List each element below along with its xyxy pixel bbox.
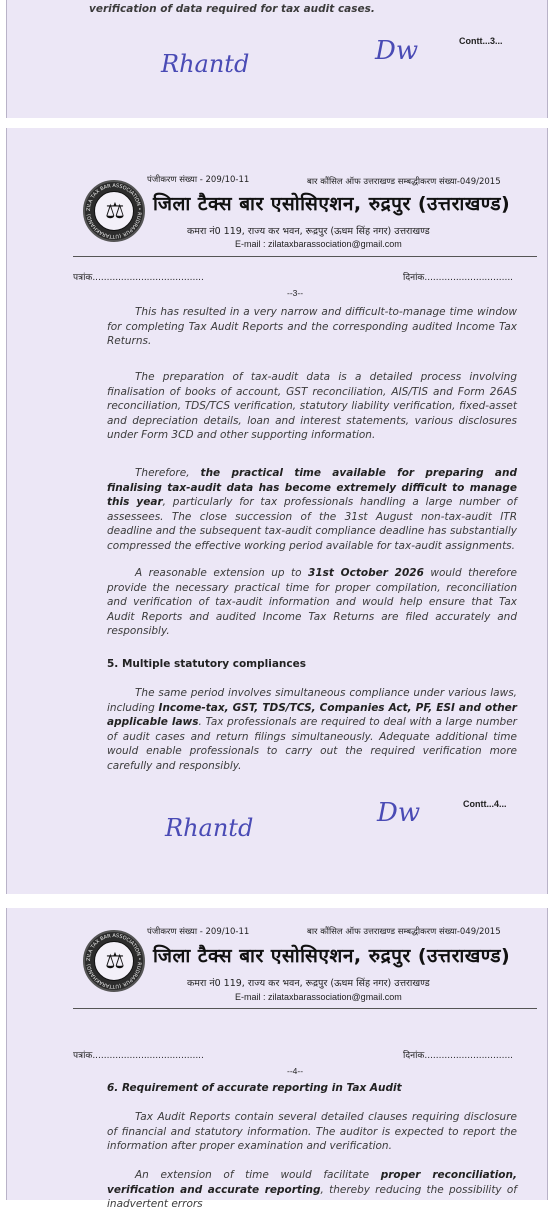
organization-name: जिला टैक्स बार एसोसिएशन, रुद्रपुर (उत्तराखण्ड): [153, 193, 511, 215]
page-number: --4--: [287, 1066, 304, 1076]
scales-of-justice-icon: ⚖: [105, 949, 125, 974]
continuation-note: Contt...4...: [463, 799, 507, 809]
logo-ring-text: ZILA TAX BAR ASSOCIATION • RUDRAPUR (UTTARAKHAND): [85, 182, 143, 240]
paragraph-accurate-reporting: An extension of time would facilitate proper reconciliation, verification and accurate reporting, thereby reducing the possibility of inadvertent errors: [107, 1169, 517, 1210]
letterhead-divider: [73, 256, 537, 257]
organization-email: E-mail : zilataxbarassociation@gmail.com: [235, 239, 402, 249]
document-page-3: [6, 128, 548, 894]
signature-left: Rhantd: [161, 50, 250, 78]
date-field: दिनांक...............................: [403, 1051, 514, 1061]
scales-of-justice-icon: ⚖: [105, 199, 125, 224]
organization-address: कमरा नं0 119, राज्य कर भवन, रूद्रपुर (ऊधम सिंह नगर) उत्तराखण्ड: [187, 978, 430, 989]
paragraph-time-window: This has resulted in a very narrow and difficult-to-manage time window for completing Tax Audit Reports and the corresponding audited Income Tax Returns.: [107, 306, 517, 347]
registration-number: पंजीकरण संख्या - 209/10-11: [147, 927, 250, 937]
section-heading-6: 6. Requirement of accurate reporting in Tax Audit: [107, 1082, 402, 1094]
organization-email: E-mail : zilataxbarassociation@gmail.com: [235, 992, 402, 1002]
document-page-4: [6, 908, 548, 1210]
letterhead-divider: [73, 1008, 537, 1009]
page1-top-text: verification of data required for tax audit cases.: [89, 3, 375, 15]
date-field: दिनांक...............................: [403, 273, 514, 283]
signature-left: Rhantd: [165, 814, 254, 842]
bar-council-affiliation: बार कौंसिल ऑफ उत्तराखण्ड सम्बद्धीकरण संख्या-049/2015: [307, 927, 501, 937]
section-heading-5: 5. Multiple statutory compliances: [107, 658, 306, 670]
association-logo: [83, 180, 145, 242]
signature-right: Dw: [375, 36, 419, 66]
document-page-2: [6, 0, 548, 118]
association-logo: [83, 930, 145, 992]
reference-number-field: पत्रांक.......................................: [73, 1051, 204, 1061]
signature-right: Dw: [377, 798, 421, 828]
reference-number-field: पत्रांक.......................................: [73, 273, 204, 283]
continuation-note: Contt...3...: [459, 36, 503, 46]
registration-number: पंजीकरण संख्या - 209/10-11: [147, 175, 250, 185]
paragraph-preparation: The preparation of tax-audit data is a detailed process involving finalisation of books of account, GST reconciliation, AIS/TIS and Form 26AS reconciliation, TDS/TCS verification, statutory liability verification, fixed-asset and depreciation details, loan and interest statements, various disclosures under Form 3CD and other supporting information.: [107, 371, 517, 441]
paragraph-extension: A reasonable extension up to 31st October 2026 would therefore provide the necessary practical time for proper compilation, reconciliation and verification of tax-audit information and would help ensure that Tax Audit Reports and audited Income Tax Returns are filed accurately and responsibly.: [107, 567, 518, 637]
bar-council-affiliation: बार कौंसिल ऑफ उत्तराखण्ड सम्बद्धीकरण संख्या-049/2015: [307, 177, 501, 187]
paragraph-practical-time: Therefore, the practical time available for preparing and finalising tax-audit data has become extremely difficult to manage this year, particularly for tax professionals handling a large number of assessees. The close succession of the 31st August non-tax-audit ITR deadline and the subsequent tax-audit compliance deadline has substantially compressed the effective working period available for tax-audit assignments.: [107, 467, 517, 552]
page-number: --3--: [287, 288, 304, 298]
paragraph-tax-audit-reports: Tax Audit Reports contain several detailed clauses requiring disclosure of financial and statutory information. The auditor is expected to report the information after proper examination and verification.: [107, 1111, 517, 1152]
logo-ring-text: ZILA TAX BAR ASSOCIATION • RUDRAPUR (UTTARAKHAND): [85, 932, 143, 990]
organization-address: कमरा नं0 119, राज्य कर भवन, रूद्रपुर (ऊधम सिंह नगर) उत्तराखण्ड: [187, 226, 430, 237]
organization-name: जिला टैक्स बार एसोसिएशन, रुद्रपुर (उत्तराखण्ड): [153, 945, 511, 967]
paragraph-statutory-compliances: The same period involves simultaneous compliance under various laws, including Income-tax, GST, TDS/TCS, Companies Act, PF, ESI and other applicable laws. Tax professionals are required to deal with a large number of audit cases and return filings simultaneously. Adequate additional time would enable professionals to carry out the required verification more carefully and responsibly.: [107, 687, 518, 772]
